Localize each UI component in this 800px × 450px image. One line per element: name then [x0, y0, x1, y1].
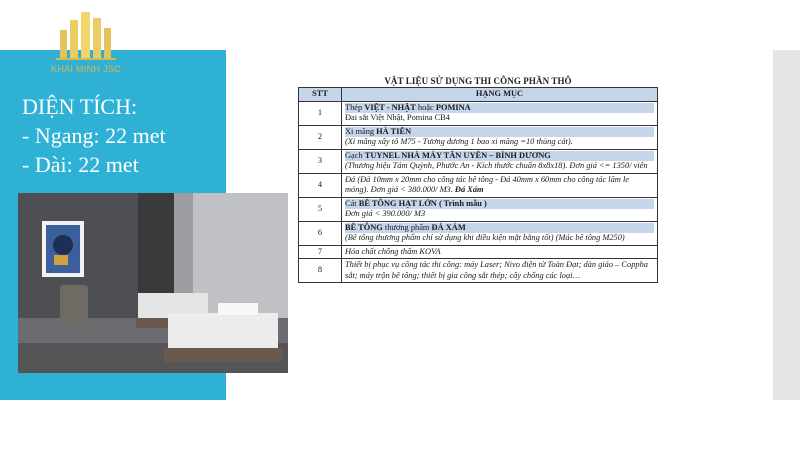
table-row	[299, 259, 658, 283]
bedroom-photo	[18, 193, 288, 373]
table	[298, 87, 658, 283]
row-bold: BÊ TÔNG HẠT LỚN ( Trình mẫu )	[358, 198, 487, 208]
row-note: (Thương hiệu Tám Quỳnh, Phước An - Kích thước chuẩn 8x8x18). Đơn giá <= 1350/ viên	[345, 161, 648, 170]
header-stt: STT	[299, 88, 342, 102]
row-stt: 6	[299, 221, 342, 245]
row-note: (Xi măng xây tô M75 - Tương đương 1 bao xi măng =10 thùng cát).	[345, 137, 573, 146]
company-logo	[40, 8, 132, 78]
area-width: - Ngang: 22 met	[22, 123, 166, 148]
table-row	[299, 173, 658, 197]
table-header-row	[299, 88, 658, 102]
row-note: Đai sắt Việt Nhật, Pomina CB4	[345, 113, 450, 122]
row-mid: thương phẩm	[382, 222, 432, 232]
row-stt: 3	[299, 149, 342, 173]
row-pre: Gạch	[345, 150, 365, 160]
table-row	[299, 221, 658, 245]
header-item: HẠNG MỤC	[342, 88, 658, 102]
materials-table	[298, 75, 658, 283]
row-stt: 5	[299, 197, 342, 221]
row-bold: BÊ TÔNG	[345, 222, 383, 232]
row-main	[345, 151, 654, 162]
row-mid: hoặc	[415, 102, 436, 112]
row-content	[342, 101, 658, 125]
row-stt: 1	[299, 101, 342, 125]
table-row	[299, 125, 658, 149]
buildings-icon	[40, 8, 132, 64]
row-content	[342, 197, 658, 221]
row-stt: 7	[299, 245, 342, 259]
table-row	[299, 197, 658, 221]
right-side-bar	[773, 50, 800, 400]
row-bold: TUYNEL NHÀ MÁY TÂN UYÊN – BÌNH DƯƠNG	[364, 150, 551, 160]
area-heading: DIỆN TÍCH:	[22, 94, 138, 119]
row-text: Đá (Đá 10mm x 20mm cho công tác bê tông - Đá 40mm x 60mm cho công tác lăm le móng). Đơn giá < 380.000/ M3.	[345, 174, 629, 194]
row-content	[342, 173, 658, 197]
row-pre: Thép	[345, 102, 365, 112]
table-row	[299, 149, 658, 173]
row-main	[345, 127, 654, 138]
area-info	[22, 92, 166, 179]
table-row	[299, 101, 658, 125]
row-main	[345, 199, 654, 210]
area-length: - Dài: 22 met	[22, 152, 139, 177]
table-title: VẬT LIỆU SỬ DỤNG THI CÔNG PHẦN THÔ	[384, 76, 572, 86]
row-content: Thiết bị phục vụ công tác thi công: máy Laser; Nivo điện tử Toàn Đạt; dàn giáo – Coppha sắt; máy trộn bê tông; thiết bị gia công sắt thép; cây chống các loại…	[342, 259, 658, 283]
row-bold-2: POMINA	[435, 102, 471, 112]
row-main	[345, 103, 654, 114]
row-stt: 2	[299, 125, 342, 149]
row-bold: HÀ TIÊN	[376, 126, 412, 136]
table-row	[299, 245, 658, 259]
row-note: Đơn giá < 390.000/ M3	[345, 209, 426, 218]
row-note: (Bê tông thương phẩm chỉ sử dụng khi điều kiện mặt bằng tốt) (Mác bê tông M250)	[345, 233, 625, 242]
row-tail: Đá Xám	[454, 185, 484, 194]
row-stt: 8	[299, 259, 342, 283]
row-stt: 4	[299, 173, 342, 197]
row-pre: Cát	[345, 198, 359, 208]
row-bold: VIỆT - NHẬT	[364, 102, 416, 112]
row-content	[342, 125, 658, 149]
row-content	[342, 221, 658, 245]
logo-name: KHAI MINH JSC	[51, 64, 121, 74]
row-main	[345, 223, 654, 234]
row-content: Hóa chất chống thấm KOVA	[342, 245, 658, 259]
row-pre: Xi măng	[345, 126, 377, 136]
row-bold-2: ĐÁ XÁM	[431, 222, 466, 232]
row-content	[342, 149, 658, 173]
